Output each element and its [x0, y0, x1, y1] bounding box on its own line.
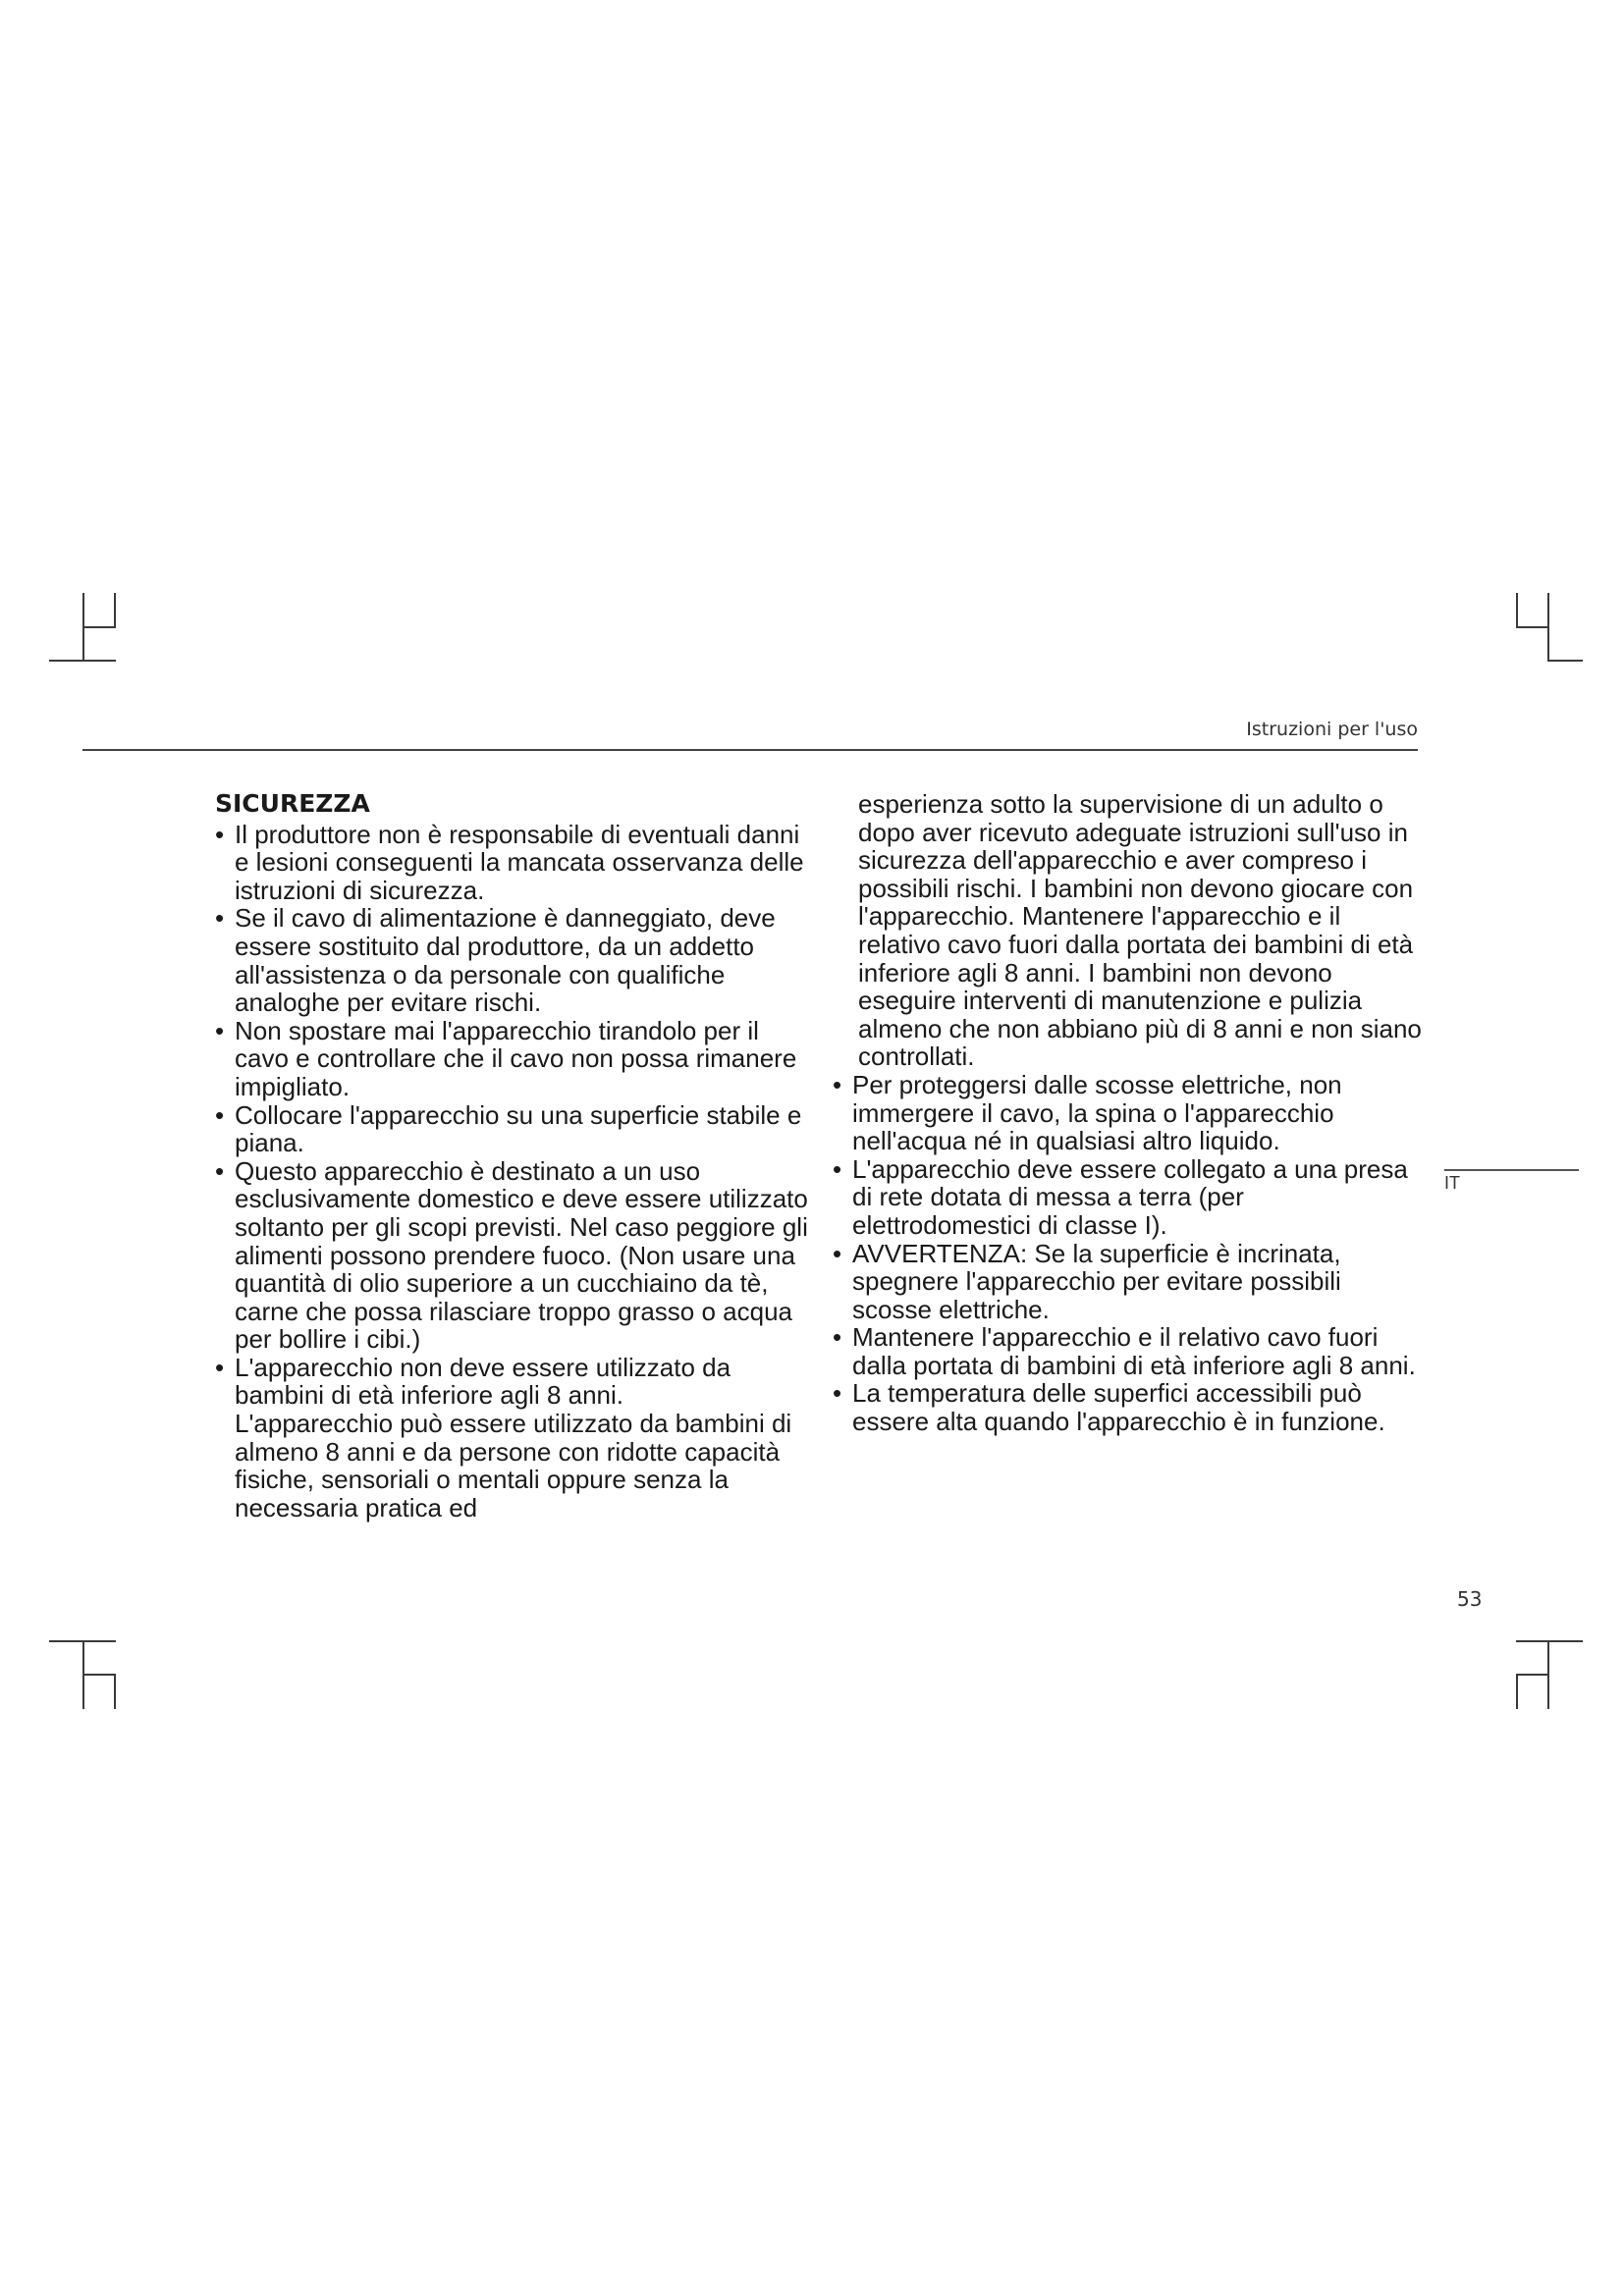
- list-item: • L'apparecchio deve essere collegato a una presa di rete dotata di messa a terra (per elettrodomestici di classe I).: [833, 1155, 1422, 1240]
- language-tab-rule: [1444, 1169, 1579, 1171]
- list-item: • Per proteggersi dalle scosse elettriche, non immergere il cavo, la spina o l'apparecchio nell'acqua né in qualsiasi altro liquido.: [833, 1071, 1422, 1155]
- list-item: • AVVERTENZA: Se la superficie è incrinata, spegnere l'apparecchio per evitare possibili scosse elettriche.: [833, 1240, 1422, 1324]
- section-heading: SICUREZZA: [215, 789, 370, 818]
- language-tab: IT: [1444, 1173, 1460, 1193]
- list-item: • Se il cavo di alimentazione è danneggiato, deve essere sostituito dal produttore, da un addetto all'assistenza o da personale con qualifiche analoghe per evitare rischi.: [215, 904, 814, 1016]
- paragraph-continuation: L'apparecchio può essere utilizzato da bambini di almeno 8 anni e da persone con ridotte capacità fisiche, sensoriali o mentali oppure senza la necessaria pratica ed: [235, 1409, 792, 1522]
- running-header: Istruzioni per l'uso: [1246, 719, 1418, 740]
- header-divider: [82, 749, 1418, 751]
- list-item: • Mantenere l'apparecchio e il relativo cavo fuori dalla portata di bambini di età inferiore agli 8 anni.: [833, 1323, 1422, 1379]
- right-column: [833, 790, 1422, 1436]
- list-item: • Il produttore non è responsabile di eventuali danni e lesioni conseguenti la mancata osservanza delle istruzioni di sicurezza.: [215, 821, 814, 905]
- list-item: • Questo apparecchio è destinato a un uso esclusivamente domestico e deve essere utilizzato soltanto per gli scopi previsti. Nel caso peggiore gli alimenti possono prendere fuoco. (Non usare una quantità di olio superiore a un cucchiaino da tè, carne che possa rilasciare troppo grasso o acqua per bollire i cibi.): [215, 1157, 814, 1354]
- list-item: • Collocare l'apparecchio su una superficie stabile e piana.: [215, 1101, 814, 1157]
- list-item: • La temperatura delle superfici accessibili può essere alta quando l'apparecchio è in funzione.: [833, 1379, 1422, 1435]
- paragraph-continuation: esperienza sotto la supervisione di un adulto o dopo aver ricevuto adeguate istruzioni sull'uso in sicurezza dell'apparecchio e aver compreso i possibili rischi. I bambini non devono giocare con l'apparecchio. Mantenere l'apparecchio e il relativo cavo fuori dalla portata dei bambini di età inferiore agli 8 anni. I bambini non devono eseguire interventi di manutenzione e pulizia almeno che non abbiano più di 8 anni e non siano controllati.: [858, 789, 1422, 1072]
- safety-list-left: [215, 821, 814, 1410]
- page-number: 53: [1457, 1587, 1483, 1611]
- safety-list-right: [833, 1071, 1422, 1436]
- list-item: • L'apparecchio non deve essere utilizzato da bambini di età inferiore agli 8 anni.: [215, 1354, 814, 1410]
- list-item: • Non spostare mai l'apparecchio tirandolo per il cavo e controllare che il cavo non possa rimanere impigliato.: [215, 1017, 814, 1101]
- left-column: [215, 790, 814, 1522]
